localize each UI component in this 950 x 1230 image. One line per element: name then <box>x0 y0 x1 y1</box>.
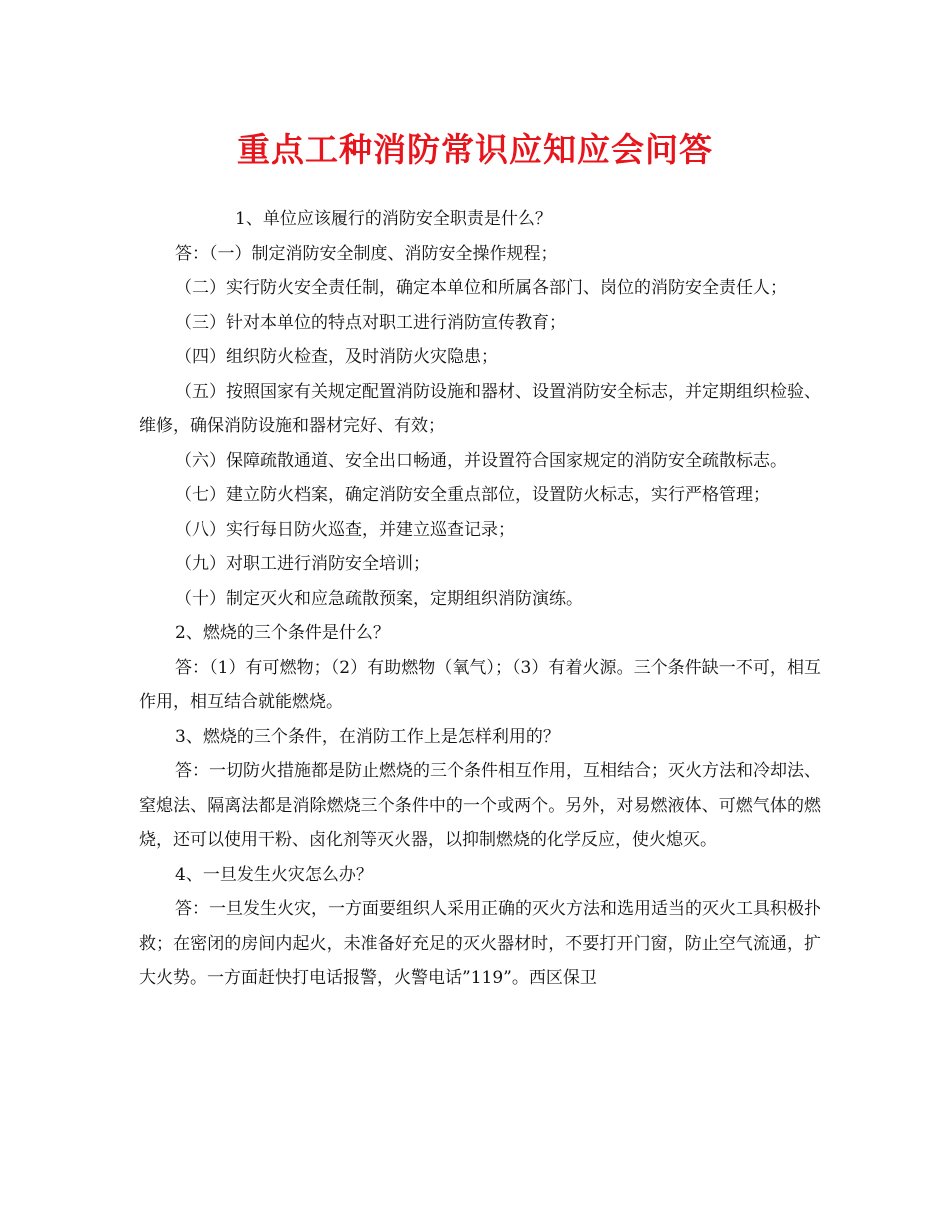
answer-3: 答：一切防火措施都是防止燃烧的三个条件相互作用，互相结合；灭火方法和冷却法、窒熄法、隔离法都是消除燃烧三个条件中的一个或两个。另外，对易燃液体、可燃气体的燃烧，还可以使用干粉、卤化剂等灭火器，以抑制燃烧的化学反应，使火熄灭。 <box>139 761 821 850</box>
answer-1-item-6: （六）保障疏散通道、安全出口畅通，并设置符合国家规定的消防安全疏散标志。 <box>175 450 787 471</box>
answer-1-item-2: （二）实行防火安全责任制，确定本单位和所属各部门、岗位的消防安全责任人； <box>175 278 787 298</box>
answer-2: 答：（1）有可燃物；（2）有助燃物（氧气）；（3）有着火源。三个条件缺一不可，相互作用，相互结合就能燃烧。 <box>139 657 821 712</box>
question-1: 1、单位应该履行的消防安全职责是什么？ <box>235 209 552 229</box>
answer-1-item-9: （九）对职工进行消防安全培训； <box>175 554 430 574</box>
answer-1-item-3: （三）针对本单位的特点对职工进行消防宣传教育； <box>175 312 566 333</box>
document-title: 重点工种消防常识应知应会问答 <box>237 130 713 169</box>
question-2: 2、燃烧的三个条件是什么？ <box>175 623 390 643</box>
answer-4: 答：一旦发生火灾，一方面要组织人采用正确的灭火方法和选用适当的灭火工具积极扑救；在密闭的房间内起火，未准备好充足的灭火器材时，不要打开门窗，防止空气流通，扩大火势。一方面赶快打电话报警，火警电话”119”。西区保卫 <box>139 899 821 988</box>
answer-1-item-5: （五）按照国家有关规定配置消防设施和器材、设置消防安全标志，并定期组织检验、维修，确保消防设施和器材完好、有效； <box>139 381 821 436</box>
answer-1-item-1: 答：（一）制定消防安全制度、消防安全操作规程； <box>175 243 558 264</box>
question-3: 3、燃烧的三个条件，在消防工作上是怎样利用的？ <box>175 726 560 747</box>
answer-1-item-10: （十）制定灭火和应急疏散预案，定期组织消防演练。 <box>175 588 583 609</box>
answer-1-item-7: （七）建立防火档案，确定消防安全重点部位，设置防火标志，实行严格管理； <box>175 485 770 505</box>
document-body <box>139 202 821 996</box>
question-4: 4、一旦发生火灾怎么办？ <box>175 864 373 885</box>
answer-1-item-4: （四）组织防火检查，及时消防火灾隐患； <box>175 347 498 367</box>
answer-1-item-8: （八）实行每日防火巡查，并建立巡查记录； <box>175 519 515 540</box>
